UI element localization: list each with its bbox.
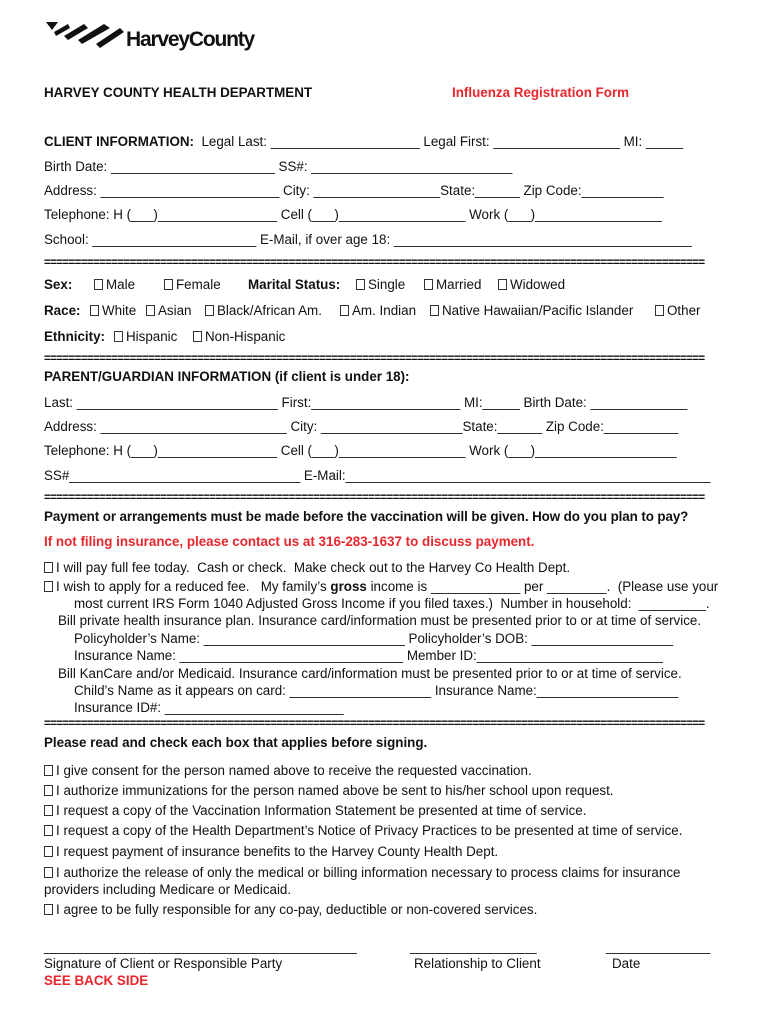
checkbox-icon[interactable] [44, 805, 53, 816]
sex-option-male[interactable]: Male [94, 278, 135, 291]
race-option-black[interactable]: Black/African Am. [205, 304, 322, 317]
separator: ============================================================================================================ [44, 354, 705, 365]
harvey-county-logo-icon [44, 18, 124, 48]
consent-item[interactable]: I give consent for the person named above to receive the requested vaccination. [44, 764, 532, 777]
checkbox-icon[interactable] [44, 904, 53, 915]
checkbox-icon[interactable] [424, 279, 433, 290]
insurance-name-fields[interactable]: Insurance Name: ______________________________ Member ID:_________________________ [74, 648, 663, 663]
signature-label: Signature of Client or Responsible Party [44, 956, 283, 971]
race-option-white[interactable]: White [90, 304, 136, 317]
checkbox-icon[interactable] [498, 279, 507, 290]
parent-row-name[interactable]: Last: ___________________________ First:____________________ MI:_____ Birth Date: _____________ [44, 395, 688, 410]
payment-option-reduced-fee[interactable]: I wish to apply for a reduced fee. My family’s gross income is ____________ per ________. (Please use your [44, 580, 718, 593]
reduced-fee-details[interactable]: most current IRS Form 1040 Adjusted Gross Income if you filed taxes.) Number in household: _________. [74, 596, 710, 611]
separator: ============================================================================================================ [44, 719, 705, 730]
relationship-label: Relationship to Client [414, 956, 541, 971]
checkbox-icon[interactable] [44, 562, 53, 573]
consent-item[interactable]: I request a copy of the Vaccination Information Statement be presented at time of service. [44, 804, 586, 817]
client-info-heading: CLIENT INFORMATION: [44, 134, 195, 149]
parent-row-telephone[interactable]: Telephone: H (___)________________ Cell (___)_________________ Work (___)___________________ [44, 443, 677, 458]
checkbox-icon[interactable] [114, 331, 123, 342]
checkbox-icon[interactable] [44, 581, 53, 592]
payment-heading: Payment or arrangements must be made before the vaccination will be given. How do you plan to pay? [44, 509, 689, 524]
payment-option-full-fee[interactable]: I will pay full fee today. Cash or check. Make check out to the Harvey Co Health Dept. [44, 561, 570, 574]
ethnicity-option-non-hispanic[interactable]: Non-Hispanic [193, 330, 285, 343]
consent-item[interactable]: I request payment of insurance benefits to the Harvey County Health Dept. [44, 845, 498, 858]
logo-wordmark: HarveyCounty [126, 28, 254, 51]
client-row-birth[interactable]: Birth Date: ______________________ SS#: ___________________________ [44, 159, 513, 174]
consent-item[interactable]: I request a copy of the Health Department’s Notice of Privacy Practices to be presented at time of service. [44, 824, 682, 837]
client-name-fields[interactable]: Legal Last: ____________________ Legal First: _________________ MI: _____ [201, 134, 684, 149]
see-back-side: SEE BACK SIDE [44, 973, 149, 988]
parent-heading: PARENT/GUARDIAN INFORMATION (if client is under 18): [44, 369, 410, 384]
client-row-address[interactable]: Address: ________________________ City: _________________State:______ Zip Code:___________ [44, 183, 664, 198]
sex-label: Sex: [44, 277, 73, 292]
separator: ============================================================================================================ [44, 258, 705, 269]
ethnicity-option-hispanic[interactable]: Hispanic [114, 330, 177, 343]
consent-item[interactable]: I agree to be fully responsible for any co-pay, deductible or non-covered services. [44, 903, 537, 916]
checkbox-icon[interactable] [655, 305, 664, 316]
payment-option-private-insurance[interactable]: Bill private health insurance plan. Insurance card/information must be presented prior to or at time of service. [58, 613, 702, 628]
policyholder-fields[interactable]: Policyholder’s Name: ___________________________ Policyholder’s DOB: ___________________ [74, 631, 674, 646]
form-title: Influenza Registration Form [452, 85, 630, 100]
client-row-school[interactable]: School: ______________________ E-Mail, if over age 18: ________________________________________ [44, 232, 692, 247]
checkbox-icon[interactable] [44, 867, 53, 878]
checkbox-icon[interactable] [44, 785, 53, 796]
payment-option-kancare[interactable]: Bill KanCare and/or Medicaid. Insurance card/information must be presented prior to or at time of service. [58, 666, 682, 681]
race-label: Race: [44, 303, 81, 318]
checkbox-icon[interactable] [94, 279, 103, 290]
consent-item[interactable]: I authorize the release of only the medical or billing information necessary to process claims for insurance [44, 866, 680, 879]
client-row-telephone[interactable]: Telephone: H (___)________________ Cell (___)_________________ Work (___)_________________ [44, 207, 662, 222]
race-option-am-indian[interactable]: Am. Indian [340, 304, 416, 317]
relationship-line[interactable]: _________________ [410, 939, 537, 954]
checkbox-icon[interactable] [430, 305, 439, 316]
marital-option-single[interactable]: Single [356, 278, 405, 291]
consent-item-continuation: providers including Medicare or Medicaid. [44, 882, 292, 897]
checkbox-icon[interactable] [205, 305, 214, 316]
date-line[interactable]: ______________ [606, 939, 711, 954]
ethnicity-label: Ethnicity: [44, 329, 106, 344]
consent-heading: Please read and check each box that applies before signing. [44, 735, 428, 750]
sex-option-female[interactable]: Female [164, 278, 221, 291]
parent-row-address[interactable]: Address: _________________________ City: ___________________State:______ Zip Code:__________ [44, 419, 679, 434]
race-option-asian[interactable]: Asian [146, 304, 192, 317]
checkbox-icon[interactable] [44, 765, 53, 776]
race-option-other[interactable]: Other [655, 304, 701, 317]
department-title: HARVEY COUNTY HEALTH DEPARTMENT [44, 85, 313, 100]
marital-option-widowed[interactable]: Widowed [498, 278, 565, 291]
child-name-fields[interactable]: Child’s Name as it appears on card: ___________________ Insurance Name:___________________ [74, 683, 679, 698]
checkbox-icon[interactable] [356, 279, 365, 290]
checkbox-icon[interactable] [44, 825, 53, 836]
checkbox-icon[interactable] [44, 846, 53, 857]
insurance-id-field[interactable]: Insurance ID#: ________________________ [74, 700, 344, 715]
date-label: Date [612, 956, 641, 971]
checkbox-icon[interactable] [146, 305, 155, 316]
consent-item[interactable]: I authorize immunizations for the person named above be sent to his/her school upon request. [44, 784, 614, 797]
checkbox-icon[interactable] [193, 331, 202, 342]
parent-row-ss-email[interactable]: SS#_______________________________ E-Mail:_________________________________________________ [44, 468, 711, 483]
client-row-name [44, 135, 683, 148]
insurance-note: If not filing insurance, please contact us at 316-283-1637 to discuss payment. [44, 534, 535, 549]
separator: ============================================================================================================ [44, 493, 705, 504]
marital-label: Marital Status: [248, 277, 341, 292]
race-option-pacific[interactable]: Native Hawaiian/Pacific Islander [430, 304, 633, 317]
checkbox-icon[interactable] [340, 305, 349, 316]
checkbox-icon[interactable] [164, 279, 173, 290]
marital-option-married[interactable]: Married [424, 278, 481, 291]
checkbox-icon[interactable] [90, 305, 99, 316]
signature-line[interactable]: __________________________________________ [44, 939, 357, 954]
